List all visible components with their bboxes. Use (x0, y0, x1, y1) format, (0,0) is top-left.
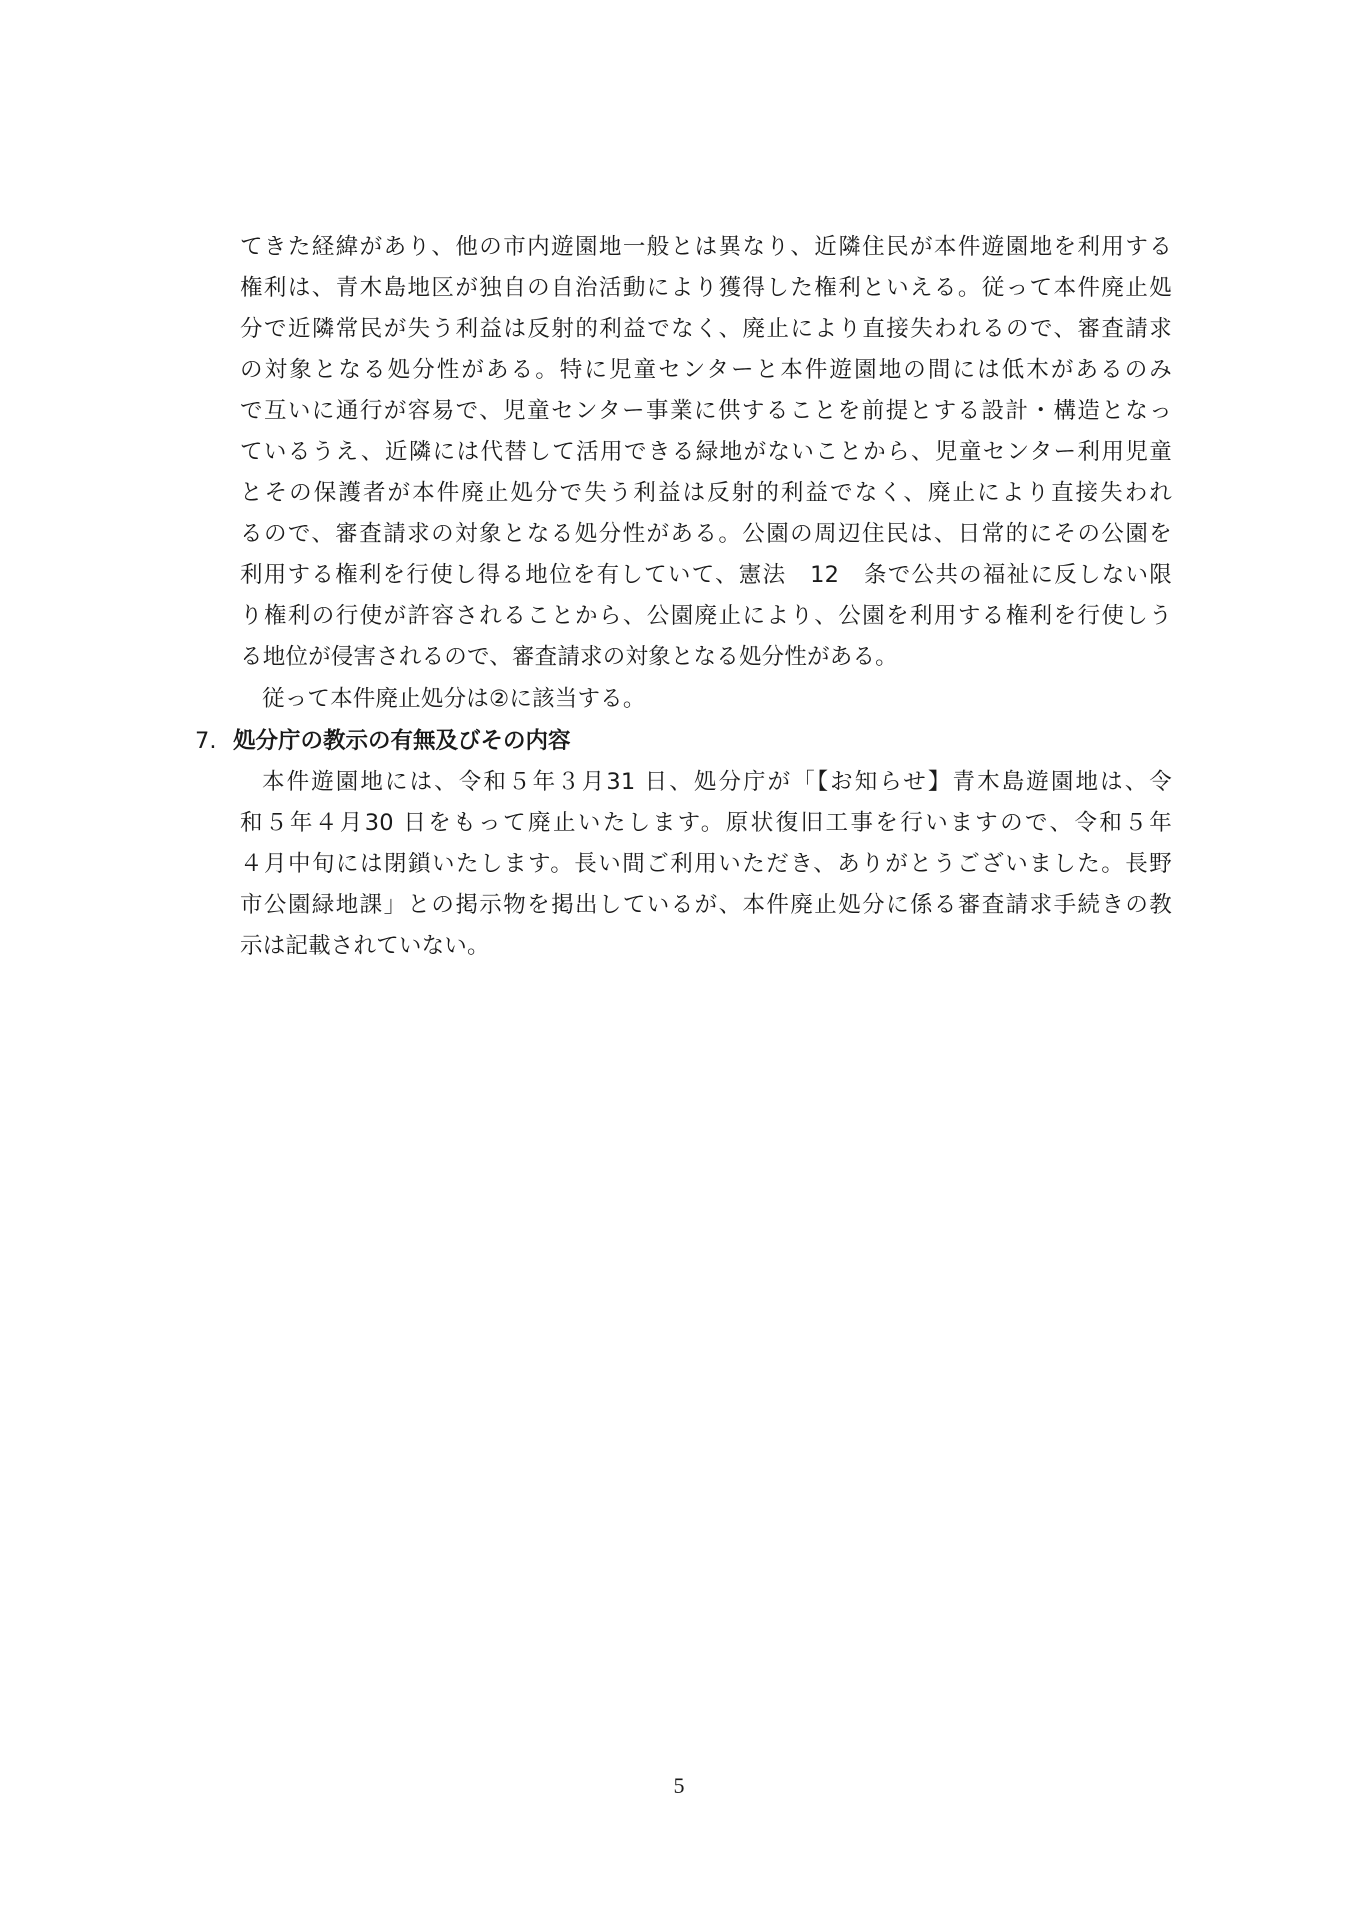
section-paragraph-line: 示は記載されていない。 (240, 933, 490, 959)
paragraph-line: の対象となる処分性がある。特に児童センターと本件遊園地の間には低木があるのみ (240, 357, 1172, 383)
conclusion-line: 従って本件廃止処分は②に該当する。 (262, 686, 646, 712)
page-number: 5 (673, 1773, 685, 1798)
paragraph-line: とその保護者が本件廃止処分で失う利益は反射的利益でなく、廃止により直接失われ (240, 480, 1172, 506)
paragraph-line: てきた経緯があり、他の市内遊園地一般とは異なり、近隣住民が本件遊園地を利用する (240, 234, 1172, 260)
section-paragraph-line: 市公園緑地課」との掲示物を掲出しているが、本件廃止処分に係る審査請求手続きの教 (240, 892, 1172, 918)
paragraph-line: 分で近隣常民が失う利益は反射的利益でなく、廃止により直接失われるので、審査請求 (240, 316, 1172, 342)
paragraph-line: で互いに通行が容易で、児童センター事業に供することを前提とする設計・構造となっ (240, 398, 1172, 424)
paragraph-line: るので、審査請求の対象となる処分性がある。公園の周辺住民は、日常的にその公園を (240, 521, 1172, 547)
paragraph-line: 利用する権利を行使し得る地位を有していて、憲法 12 条で公共の福祉に反しない限 (240, 562, 1172, 588)
section-paragraph-line: ４月中旬には閉鎖いたします。長い間ご利用いただき、ありがとうございました。長野 (240, 851, 1172, 877)
paragraph-line: 権利は、青木島地区が独自の自治活動により獲得した権利といえる。従って本件廃止処 (240, 275, 1172, 301)
section-paragraph-line: 本件遊園地には、令和５年３月31 日、処分庁が「【お知らせ】青木島遊園地は、令 (262, 769, 1172, 795)
paragraph-line: り権利の行使が許容されることから、公園廃止により、公園を利用する権利を行使しう (240, 603, 1172, 629)
paragraph-line: る地位が侵害されるので、審査請求の対象となる処分性がある。 (240, 644, 898, 670)
section-number: 7. (195, 728, 217, 754)
paragraph-line: ているうえ、近隣には代替して活用できる緑地がないことから、児童センター利用児童 (240, 439, 1172, 465)
section-paragraph-line: 和５年４月30 日をもって廃止いたします。原状復旧工事を行いますので、令和５年 (240, 810, 1172, 836)
section-heading: 処分庁の教示の有無及びその内容 (233, 728, 571, 754)
